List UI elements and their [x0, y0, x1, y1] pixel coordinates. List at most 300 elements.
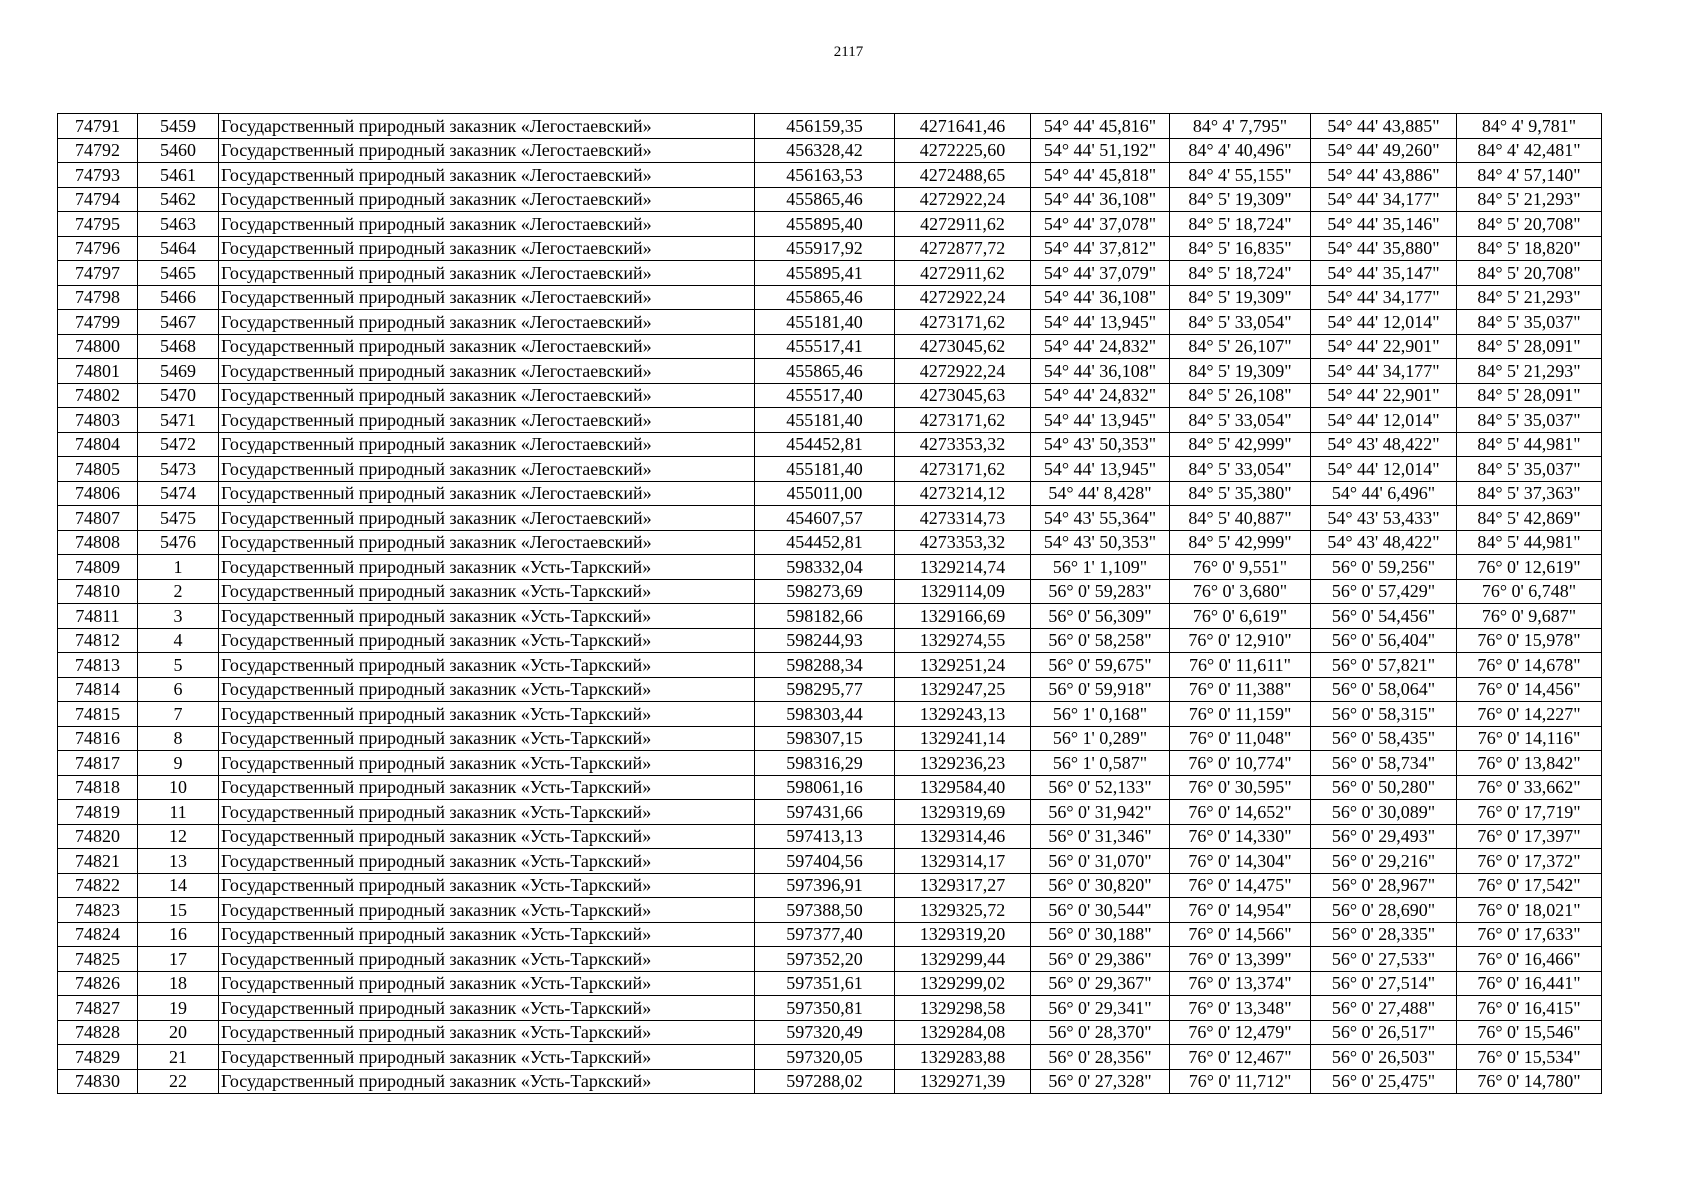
latitude-1-cell: 56° 0' 30,544": [1031, 898, 1170, 923]
point-number-cell: 5474: [138, 481, 219, 506]
point-number-cell: 5: [138, 653, 219, 678]
latitude-1-cell: 54° 44' 13,945": [1031, 457, 1170, 482]
latitude-1-cell: 54° 43' 50,353": [1031, 432, 1170, 457]
latitude-1-cell: 54° 44' 37,812": [1031, 236, 1170, 261]
table-row: [58, 604, 1602, 629]
table-row: [58, 236, 1602, 261]
reserve-name-cell: Государственный природный заказник «Усть-Таркский»: [219, 604, 755, 629]
table-row: [58, 457, 1602, 482]
longitude-2-cell: 76° 0' 14,456": [1457, 677, 1602, 702]
row-id-cell: 74813: [58, 653, 138, 678]
latitude-2-cell: 54° 43' 53,433": [1311, 506, 1457, 531]
y-coordinate-cell: 4273353,32: [895, 530, 1031, 555]
longitude-1-cell: 76° 0' 13,399": [1170, 947, 1311, 972]
y-coordinate-cell: 1329325,72: [895, 898, 1031, 923]
longitude-1-cell: 84° 5' 18,724": [1170, 261, 1311, 286]
latitude-1-cell: 56° 1' 0,289": [1031, 726, 1170, 751]
x-coordinate-cell: 456163,53: [755, 163, 895, 188]
latitude-2-cell: 56° 0' 28,967": [1311, 873, 1457, 898]
latitude-2-cell: 54° 44' 22,901": [1311, 334, 1457, 359]
point-number-cell: 3: [138, 604, 219, 629]
row-id-cell: 74814: [58, 677, 138, 702]
latitude-1-cell: 54° 44' 13,945": [1031, 408, 1170, 433]
latitude-2-cell: 54° 44' 12,014": [1311, 457, 1457, 482]
latitude-2-cell: 56° 0' 57,821": [1311, 653, 1457, 678]
row-id-cell: 74798: [58, 285, 138, 310]
latitude-1-cell: 56° 0' 29,341": [1031, 996, 1170, 1021]
point-number-cell: 9: [138, 751, 219, 776]
point-number-cell: 5467: [138, 310, 219, 335]
latitude-1-cell: 56° 0' 30,188": [1031, 922, 1170, 947]
longitude-2-cell: 84° 5' 42,869": [1457, 506, 1602, 531]
latitude-2-cell: 56° 0' 28,690": [1311, 898, 1457, 923]
longitude-2-cell: 76° 0' 9,687": [1457, 604, 1602, 629]
coordinates-table: [57, 113, 1602, 1094]
longitude-2-cell: 76° 0' 13,842": [1457, 751, 1602, 776]
row-id-cell: 74805: [58, 457, 138, 482]
reserve-name-cell: Государственный природный заказник «Усть-Таркский»: [219, 824, 755, 849]
latitude-2-cell: 54° 44' 35,146": [1311, 212, 1457, 237]
longitude-2-cell: 84° 4' 57,140": [1457, 163, 1602, 188]
y-coordinate-cell: 4273214,12: [895, 481, 1031, 506]
y-coordinate-cell: 1329271,39: [895, 1069, 1031, 1094]
reserve-name-cell: Государственный природный заказник «Усть-Таркский»: [219, 1069, 755, 1094]
point-number-cell: 19: [138, 996, 219, 1021]
latitude-1-cell: 56° 0' 31,346": [1031, 824, 1170, 849]
row-id-cell: 74791: [58, 114, 138, 139]
point-number-cell: 5461: [138, 163, 219, 188]
latitude-2-cell: 56° 0' 59,256": [1311, 555, 1457, 580]
y-coordinate-cell: 4272922,24: [895, 285, 1031, 310]
latitude-1-cell: 54° 44' 36,108": [1031, 359, 1170, 384]
latitude-1-cell: 56° 0' 59,675": [1031, 653, 1170, 678]
row-id-cell: 74809: [58, 555, 138, 580]
longitude-1-cell: 84° 5' 16,835": [1170, 236, 1311, 261]
point-number-cell: 5466: [138, 285, 219, 310]
point-number-cell: 5473: [138, 457, 219, 482]
longitude-2-cell: 76° 0' 12,619": [1457, 555, 1602, 580]
y-coordinate-cell: 1329274,55: [895, 628, 1031, 653]
reserve-name-cell: Государственный природный заказник «Легостаевский»: [219, 432, 755, 457]
point-number-cell: 7: [138, 702, 219, 727]
y-coordinate-cell: 1329284,08: [895, 1020, 1031, 1045]
longitude-2-cell: 84° 5' 21,293": [1457, 187, 1602, 212]
y-coordinate-cell: 1329314,46: [895, 824, 1031, 849]
x-coordinate-cell: 598273,69: [755, 579, 895, 604]
x-coordinate-cell: 455865,46: [755, 359, 895, 384]
y-coordinate-cell: 1329319,20: [895, 922, 1031, 947]
x-coordinate-cell: 597320,05: [755, 1045, 895, 1070]
x-coordinate-cell: 597288,02: [755, 1069, 895, 1094]
latitude-2-cell: 54° 44' 49,260": [1311, 138, 1457, 163]
longitude-2-cell: 76° 0' 17,542": [1457, 873, 1602, 898]
longitude-2-cell: 76° 0' 18,021": [1457, 898, 1602, 923]
longitude-1-cell: 76° 0' 12,467": [1170, 1045, 1311, 1070]
latitude-1-cell: 54° 44' 24,832": [1031, 383, 1170, 408]
latitude-2-cell: 54° 44' 22,901": [1311, 383, 1457, 408]
row-id-cell: 74821: [58, 849, 138, 874]
reserve-name-cell: Государственный природный заказник «Усть-Таркский»: [219, 947, 755, 972]
row-id-cell: 74828: [58, 1020, 138, 1045]
reserve-name-cell: Государственный природный заказник «Усть-Таркский»: [219, 849, 755, 874]
y-coordinate-cell: 1329214,74: [895, 555, 1031, 580]
latitude-1-cell: 56° 0' 29,367": [1031, 971, 1170, 996]
point-number-cell: 15: [138, 898, 219, 923]
table-row: [58, 726, 1602, 751]
table-body: [58, 114, 1602, 1094]
reserve-name-cell: Государственный природный заказник «Легостаевский»: [219, 236, 755, 261]
point-number-cell: 5468: [138, 334, 219, 359]
row-id-cell: 74829: [58, 1045, 138, 1070]
latitude-2-cell: 54° 44' 35,147": [1311, 261, 1457, 286]
latitude-2-cell: 56° 0' 54,456": [1311, 604, 1457, 629]
longitude-2-cell: 84° 5' 21,293": [1457, 285, 1602, 310]
x-coordinate-cell: 455895,41: [755, 261, 895, 286]
y-coordinate-cell: 4273171,62: [895, 457, 1031, 482]
reserve-name-cell: Государственный природный заказник «Легостаевский»: [219, 359, 755, 384]
y-coordinate-cell: 1329247,25: [895, 677, 1031, 702]
y-coordinate-cell: 4273171,62: [895, 408, 1031, 433]
longitude-1-cell: 84° 5' 35,380": [1170, 481, 1311, 506]
longitude-1-cell: 84° 5' 33,054": [1170, 457, 1311, 482]
x-coordinate-cell: 597413,13: [755, 824, 895, 849]
x-coordinate-cell: 598288,34: [755, 653, 895, 678]
latitude-1-cell: 56° 0' 31,942": [1031, 800, 1170, 825]
y-coordinate-cell: 1329236,23: [895, 751, 1031, 776]
row-id-cell: 74797: [58, 261, 138, 286]
reserve-name-cell: Государственный природный заказник «Усть-Таркский»: [219, 1020, 755, 1045]
table-row: [58, 579, 1602, 604]
latitude-1-cell: 54° 43' 50,353": [1031, 530, 1170, 555]
longitude-1-cell: 84° 5' 33,054": [1170, 408, 1311, 433]
table-row: [58, 800, 1602, 825]
x-coordinate-cell: 597351,61: [755, 971, 895, 996]
table-row: [58, 555, 1602, 580]
latitude-2-cell: 54° 44' 12,014": [1311, 408, 1457, 433]
x-coordinate-cell: 597404,56: [755, 849, 895, 874]
latitude-1-cell: 56° 1' 1,109": [1031, 555, 1170, 580]
latitude-1-cell: 56° 0' 31,070": [1031, 849, 1170, 874]
point-number-cell: 5472: [138, 432, 219, 457]
x-coordinate-cell: 598244,93: [755, 628, 895, 653]
row-id-cell: 74822: [58, 873, 138, 898]
latitude-2-cell: 56° 0' 58,064": [1311, 677, 1457, 702]
table-row: [58, 775, 1602, 800]
table-row: [58, 971, 1602, 996]
longitude-1-cell: 84° 5' 19,309": [1170, 359, 1311, 384]
table-row: [58, 138, 1602, 163]
latitude-1-cell: 56° 0' 59,283": [1031, 579, 1170, 604]
longitude-2-cell: 76° 0' 14,780": [1457, 1069, 1602, 1094]
reserve-name-cell: Государственный природный заказник «Легостаевский»: [219, 261, 755, 286]
point-number-cell: 5476: [138, 530, 219, 555]
latitude-2-cell: 54° 44' 34,177": [1311, 359, 1457, 384]
latitude-2-cell: 56° 0' 29,493": [1311, 824, 1457, 849]
longitude-2-cell: 84° 5' 35,037": [1457, 310, 1602, 335]
latitude-1-cell: 56° 0' 27,328": [1031, 1069, 1170, 1094]
row-id-cell: 74795: [58, 212, 138, 237]
reserve-name-cell: Государственный природный заказник «Усть-Таркский»: [219, 1045, 755, 1070]
reserve-name-cell: Государственный природный заказник «Усть-Таркский»: [219, 751, 755, 776]
row-id-cell: 74818: [58, 775, 138, 800]
latitude-2-cell: 54° 44' 34,177": [1311, 285, 1457, 310]
y-coordinate-cell: 1329114,09: [895, 579, 1031, 604]
longitude-1-cell: 76° 0' 14,475": [1170, 873, 1311, 898]
latitude-1-cell: 56° 1' 0,587": [1031, 751, 1170, 776]
table-row: [58, 751, 1602, 776]
latitude-1-cell: 54° 44' 36,108": [1031, 285, 1170, 310]
table-row: [58, 702, 1602, 727]
longitude-2-cell: 84° 5' 44,981": [1457, 432, 1602, 457]
x-coordinate-cell: 455181,40: [755, 457, 895, 482]
x-coordinate-cell: 454452,81: [755, 530, 895, 555]
point-number-cell: 5469: [138, 359, 219, 384]
reserve-name-cell: Государственный природный заказник «Легостаевский»: [219, 506, 755, 531]
row-id-cell: 74811: [58, 604, 138, 629]
point-number-cell: 5470: [138, 383, 219, 408]
longitude-1-cell: 76° 0' 11,159": [1170, 702, 1311, 727]
row-id-cell: 74800: [58, 334, 138, 359]
longitude-1-cell: 84° 5' 42,999": [1170, 432, 1311, 457]
longitude-1-cell: 76° 0' 14,566": [1170, 922, 1311, 947]
x-coordinate-cell: 455865,46: [755, 187, 895, 212]
table-row: [58, 383, 1602, 408]
latitude-1-cell: 56° 0' 52,133": [1031, 775, 1170, 800]
longitude-2-cell: 76° 0' 15,546": [1457, 1020, 1602, 1045]
reserve-name-cell: Государственный природный заказник «Усть-Таркский»: [219, 775, 755, 800]
point-number-cell: 5462: [138, 187, 219, 212]
latitude-2-cell: 56° 0' 27,533": [1311, 947, 1457, 972]
y-coordinate-cell: 4273171,62: [895, 310, 1031, 335]
x-coordinate-cell: 597320,49: [755, 1020, 895, 1045]
table-row: [58, 212, 1602, 237]
x-coordinate-cell: 597388,50: [755, 898, 895, 923]
reserve-name-cell: Государственный природный заказник «Легостаевский»: [219, 138, 755, 163]
latitude-1-cell: 54° 44' 24,832": [1031, 334, 1170, 359]
table-row: [58, 187, 1602, 212]
reserve-name-cell: Государственный природный заказник «Легостаевский»: [219, 530, 755, 555]
longitude-1-cell: 84° 5' 26,108": [1170, 383, 1311, 408]
point-number-cell: 5460: [138, 138, 219, 163]
y-coordinate-cell: 1329317,27: [895, 873, 1031, 898]
reserve-name-cell: Государственный природный заказник «Усть-Таркский»: [219, 898, 755, 923]
table-row: [58, 1069, 1602, 1094]
longitude-1-cell: 84° 4' 40,496": [1170, 138, 1311, 163]
latitude-2-cell: 54° 43' 48,422": [1311, 432, 1457, 457]
table-row: [58, 408, 1602, 433]
row-id-cell: 74807: [58, 506, 138, 531]
reserve-name-cell: Государственный природный заказник «Легостаевский»: [219, 114, 755, 139]
reserve-name-cell: Государственный природный заказник «Усть-Таркский»: [219, 555, 755, 580]
x-coordinate-cell: 456159,35: [755, 114, 895, 139]
reserve-name-cell: Государственный природный заказник «Легостаевский»: [219, 163, 755, 188]
latitude-1-cell: 56° 0' 28,356": [1031, 1045, 1170, 1070]
latitude-2-cell: 56° 0' 50,280": [1311, 775, 1457, 800]
row-id-cell: 74799: [58, 310, 138, 335]
y-coordinate-cell: 1329166,69: [895, 604, 1031, 629]
longitude-1-cell: 84° 5' 18,724": [1170, 212, 1311, 237]
x-coordinate-cell: 597377,40: [755, 922, 895, 947]
reserve-name-cell: Государственный природный заказник «Усть-Таркский»: [219, 579, 755, 604]
reserve-name-cell: Государственный природный заказник «Усть-Таркский»: [219, 996, 755, 1021]
longitude-2-cell: 76° 0' 16,466": [1457, 947, 1602, 972]
longitude-2-cell: 84° 5' 20,708": [1457, 212, 1602, 237]
reserve-name-cell: Государственный природный заказник «Усть-Таркский»: [219, 677, 755, 702]
latitude-2-cell: 56° 0' 57,429": [1311, 579, 1457, 604]
longitude-2-cell: 76° 0' 17,719": [1457, 800, 1602, 825]
row-id-cell: 74806: [58, 481, 138, 506]
longitude-2-cell: 84° 5' 44,981": [1457, 530, 1602, 555]
latitude-2-cell: 56° 0' 27,488": [1311, 996, 1457, 1021]
y-coordinate-cell: 1329241,14: [895, 726, 1031, 751]
row-id-cell: 74796: [58, 236, 138, 261]
row-id-cell: 74808: [58, 530, 138, 555]
point-number-cell: 1: [138, 555, 219, 580]
y-coordinate-cell: 1329298,58: [895, 996, 1031, 1021]
row-id-cell: 74804: [58, 432, 138, 457]
longitude-2-cell: 84° 5' 21,293": [1457, 359, 1602, 384]
longitude-2-cell: 76° 0' 14,678": [1457, 653, 1602, 678]
x-coordinate-cell: 597431,66: [755, 800, 895, 825]
longitude-2-cell: 76° 0' 14,116": [1457, 726, 1602, 751]
point-number-cell: 11: [138, 800, 219, 825]
y-coordinate-cell: 1329314,17: [895, 849, 1031, 874]
point-number-cell: 5459: [138, 114, 219, 139]
table-row: [58, 432, 1602, 457]
x-coordinate-cell: 455181,40: [755, 310, 895, 335]
latitude-1-cell: 56° 1' 0,168": [1031, 702, 1170, 727]
latitude-2-cell: 54° 44' 43,886": [1311, 163, 1457, 188]
row-id-cell: 74803: [58, 408, 138, 433]
y-coordinate-cell: 1329299,02: [895, 971, 1031, 996]
longitude-1-cell: 84° 5' 40,887": [1170, 506, 1311, 531]
longitude-1-cell: 84° 4' 7,795": [1170, 114, 1311, 139]
latitude-2-cell: 56° 0' 29,216": [1311, 849, 1457, 874]
point-number-cell: 4: [138, 628, 219, 653]
latitude-1-cell: 54° 44' 37,079": [1031, 261, 1170, 286]
row-id-cell: 74802: [58, 383, 138, 408]
longitude-2-cell: 84° 5' 18,820": [1457, 236, 1602, 261]
latitude-1-cell: 56° 0' 29,386": [1031, 947, 1170, 972]
table-row: [58, 506, 1602, 531]
x-coordinate-cell: 598316,29: [755, 751, 895, 776]
longitude-2-cell: 84° 4' 9,781": [1457, 114, 1602, 139]
x-coordinate-cell: 597352,20: [755, 947, 895, 972]
latitude-2-cell: 56° 0' 26,503": [1311, 1045, 1457, 1070]
row-id-cell: 74830: [58, 1069, 138, 1094]
longitude-2-cell: 76° 0' 17,397": [1457, 824, 1602, 849]
y-coordinate-cell: 1329251,24: [895, 653, 1031, 678]
table-row: [58, 261, 1602, 286]
row-id-cell: 74810: [58, 579, 138, 604]
reserve-name-cell: Государственный природный заказник «Усть-Таркский»: [219, 628, 755, 653]
longitude-1-cell: 76° 0' 11,611": [1170, 653, 1311, 678]
y-coordinate-cell: 4272225,60: [895, 138, 1031, 163]
latitude-2-cell: 56° 0' 58,315": [1311, 702, 1457, 727]
table-row: [58, 849, 1602, 874]
longitude-1-cell: 76° 0' 13,374": [1170, 971, 1311, 996]
longitude-1-cell: 76° 0' 11,048": [1170, 726, 1311, 751]
reserve-name-cell: Государственный природный заказник «Легостаевский»: [219, 457, 755, 482]
point-number-cell: 18: [138, 971, 219, 996]
reserve-name-cell: Государственный природный заказник «Легостаевский»: [219, 383, 755, 408]
row-id-cell: 74823: [58, 898, 138, 923]
reserve-name-cell: Государственный природный заказник «Усть-Таркский»: [219, 922, 755, 947]
row-id-cell: 74792: [58, 138, 138, 163]
longitude-2-cell: 76° 0' 15,534": [1457, 1045, 1602, 1070]
latitude-2-cell: 56° 0' 30,089": [1311, 800, 1457, 825]
row-id-cell: 74825: [58, 947, 138, 972]
y-coordinate-cell: 1329299,44: [895, 947, 1031, 972]
row-id-cell: 74794: [58, 187, 138, 212]
longitude-1-cell: 84° 5' 26,107": [1170, 334, 1311, 359]
longitude-1-cell: 76° 0' 14,304": [1170, 849, 1311, 874]
x-coordinate-cell: 454452,81: [755, 432, 895, 457]
latitude-2-cell: 56° 0' 26,517": [1311, 1020, 1457, 1045]
point-number-cell: 17: [138, 947, 219, 972]
longitude-1-cell: 76° 0' 9,551": [1170, 555, 1311, 580]
point-number-cell: 12: [138, 824, 219, 849]
latitude-1-cell: 54° 44' 45,818": [1031, 163, 1170, 188]
latitude-2-cell: 54° 44' 34,177": [1311, 187, 1457, 212]
point-number-cell: 5464: [138, 236, 219, 261]
y-coordinate-cell: 4273045,63: [895, 383, 1031, 408]
latitude-2-cell: 54° 44' 6,496": [1311, 481, 1457, 506]
table-row: [58, 310, 1602, 335]
longitude-2-cell: 84° 5' 28,091": [1457, 383, 1602, 408]
latitude-1-cell: 54° 44' 51,192": [1031, 138, 1170, 163]
longitude-1-cell: 76° 0' 14,330": [1170, 824, 1311, 849]
reserve-name-cell: Государственный природный заказник «Легостаевский»: [219, 408, 755, 433]
longitude-2-cell: 76° 0' 14,227": [1457, 702, 1602, 727]
longitude-2-cell: 76° 0' 15,978": [1457, 628, 1602, 653]
latitude-2-cell: 56° 0' 56,404": [1311, 628, 1457, 653]
table-row: [58, 334, 1602, 359]
x-coordinate-cell: 455011,00: [755, 481, 895, 506]
latitude-1-cell: 54° 44' 8,428": [1031, 481, 1170, 506]
longitude-2-cell: 76° 0' 16,415": [1457, 996, 1602, 1021]
table-row: [58, 1020, 1602, 1045]
longitude-1-cell: 84° 5' 19,309": [1170, 187, 1311, 212]
x-coordinate-cell: 455517,40: [755, 383, 895, 408]
longitude-1-cell: 76° 0' 12,479": [1170, 1020, 1311, 1045]
point-number-cell: 8: [138, 726, 219, 751]
latitude-1-cell: 56° 0' 30,820": [1031, 873, 1170, 898]
x-coordinate-cell: 455895,40: [755, 212, 895, 237]
latitude-1-cell: 54° 43' 55,364": [1031, 506, 1170, 531]
point-number-cell: 16: [138, 922, 219, 947]
point-number-cell: 20: [138, 1020, 219, 1045]
point-number-cell: 22: [138, 1069, 219, 1094]
latitude-2-cell: 54° 44' 12,014": [1311, 310, 1457, 335]
longitude-1-cell: 76° 0' 11,388": [1170, 677, 1311, 702]
table-row: [58, 359, 1602, 384]
latitude-2-cell: 56° 0' 25,475": [1311, 1069, 1457, 1094]
x-coordinate-cell: 598332,04: [755, 555, 895, 580]
longitude-2-cell: 76° 0' 33,662": [1457, 775, 1602, 800]
y-coordinate-cell: 4272911,62: [895, 261, 1031, 286]
y-coordinate-cell: 4273353,32: [895, 432, 1031, 457]
latitude-2-cell: 56° 0' 28,335": [1311, 922, 1457, 947]
table-row: [58, 285, 1602, 310]
y-coordinate-cell: 4272922,24: [895, 187, 1031, 212]
x-coordinate-cell: 598303,44: [755, 702, 895, 727]
table-row: [58, 163, 1602, 188]
table-row: [58, 947, 1602, 972]
latitude-1-cell: 56° 0' 28,370": [1031, 1020, 1170, 1045]
x-coordinate-cell: 454607,57: [755, 506, 895, 531]
y-coordinate-cell: 4273314,73: [895, 506, 1031, 531]
